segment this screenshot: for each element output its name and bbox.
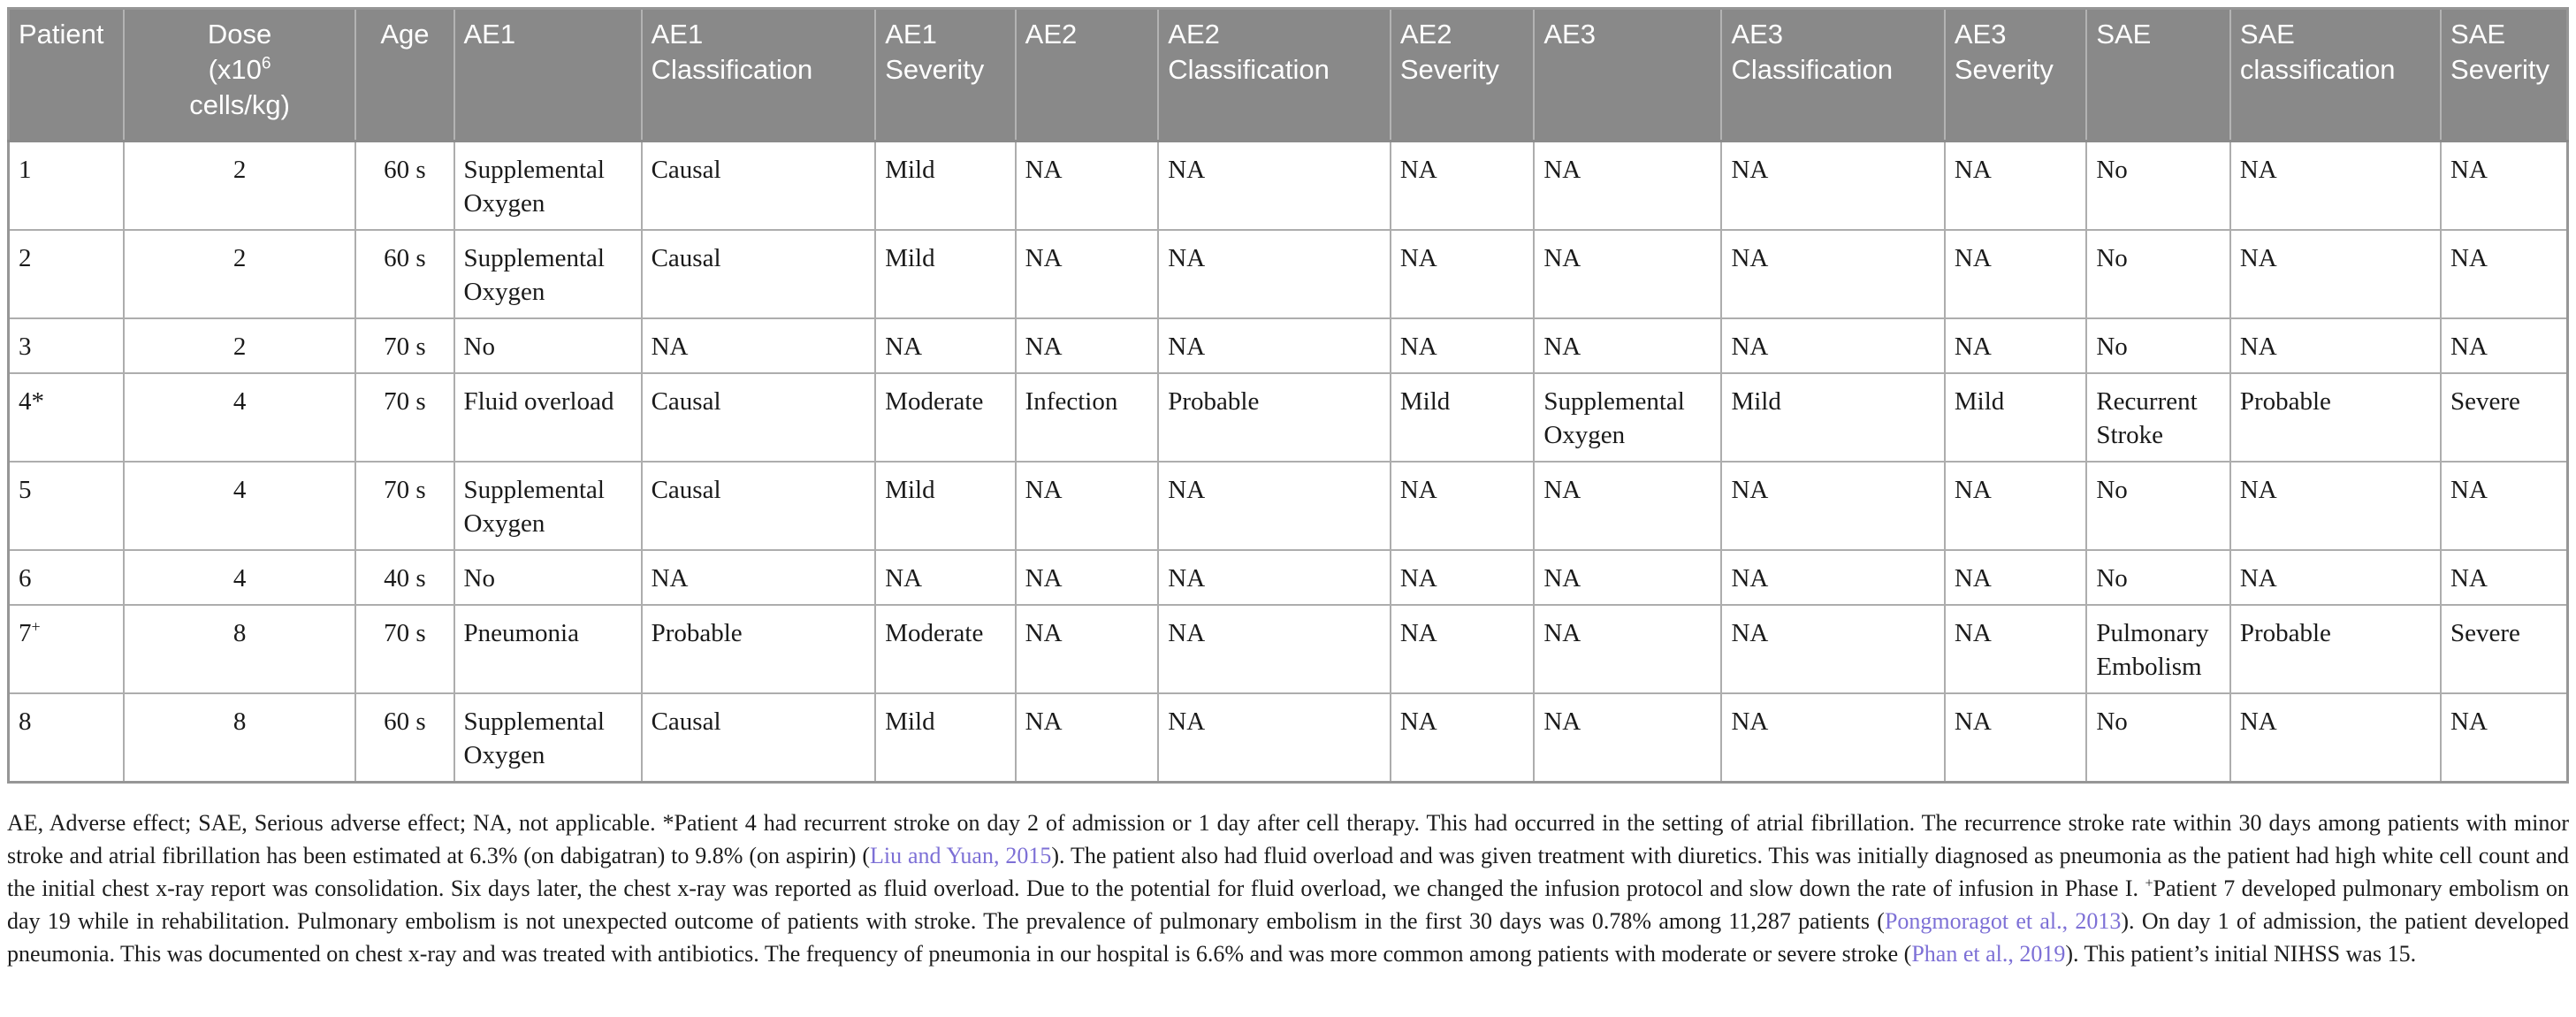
cell-age: 70 s: [355, 318, 453, 373]
cell-ae3-severity: NA: [1945, 318, 2086, 373]
footnote-text: ). The patient also had fluid overload and was given treatment with diuretics. This was initially diagnosed as pneumonia as the patient had high white cell count and the initial chest x-ray report was consolidation. Six days later, the chest x-ray was reported as fluid overload. Due to the potential for fluid overload, we changed the infusion protocol and slow down the rate of infusion in Phase I.: [7, 843, 2569, 901]
cell-age: 60 s: [355, 230, 453, 318]
table-body: [9, 141, 2568, 783]
cell-ae3: NA: [1534, 141, 1721, 231]
cell-ae1: Supplemental Oxygen: [454, 693, 642, 783]
cell-ae2-severity: NA: [1391, 318, 1534, 373]
cell-sae: Pulmonary Embolism: [2086, 605, 2229, 693]
table-row: [9, 605, 2568, 693]
table-row: [9, 373, 2568, 462]
cell-ae2-classification: NA: [1158, 605, 1391, 693]
cell-ae3-classification: NA: [1721, 693, 1944, 783]
cell-ae1: Supplemental Oxygen: [454, 141, 642, 231]
cell-ae1-severity: NA: [875, 318, 1015, 373]
column-header-patient: Patient: [9, 9, 124, 141]
cell-ae3-classification: NA: [1721, 230, 1944, 318]
cell-sae: Recurrent Stroke: [2086, 373, 2229, 462]
cell-ae2-classification: NA: [1158, 230, 1391, 318]
cell-ae3-severity: NA: [1945, 605, 2086, 693]
footnote-text: AE, Adverse effect; SAE, Serious adverse effect; NA, not applicable. *Patient 4 had recurrent stroke on day 2 of admission or 1 day after cell therapy. This had occurred in the setting of atrial fibrillation. The recurrence stroke rate within 30 days among patients with minor stroke and atrial fibrillation has been estimated at 6.3% (on dabigatran) to 9.8% (on aspirin) (: [7, 810, 2569, 868]
cell-patient: 5: [9, 462, 124, 550]
cell-ae2: NA: [1016, 693, 1159, 783]
cell-sae: No: [2086, 462, 2229, 550]
cell-patient: 3: [9, 318, 124, 373]
cell-ae1-severity: NA: [875, 550, 1015, 605]
table-row: [9, 462, 2568, 550]
cell-ae1: Supplemental Oxygen: [454, 230, 642, 318]
cell-sae-classification: NA: [2230, 141, 2441, 231]
cell-ae1-severity: Mild: [875, 141, 1015, 231]
cell-ae3-severity: Mild: [1945, 373, 2086, 462]
superscript-marker: +: [31, 617, 41, 636]
footnote-text: ). This patient’s initial NIHSS was 15.: [2065, 941, 2417, 967]
cell-ae2-classification: NA: [1158, 462, 1391, 550]
cell-ae2-severity: NA: [1391, 141, 1534, 231]
cell-sae: No: [2086, 550, 2229, 605]
cell-age: 60 s: [355, 141, 453, 231]
column-header-dose: Dose ($x10^6$ cells/kg): [124, 9, 356, 141]
cell-dose: 4: [124, 462, 356, 550]
column-header-ae2: AE2: [1016, 9, 1159, 141]
cell-ae2: NA: [1016, 462, 1159, 550]
table-header-row: [9, 9, 2568, 141]
cell-ae2-severity: NA: [1391, 462, 1534, 550]
column-header-ae3-severity: AE3 Severity: [1945, 9, 2086, 141]
cell-ae1-classification: NA: [642, 318, 876, 373]
table-row: [9, 318, 2568, 373]
cell-ae3-classification: NA: [1721, 462, 1944, 550]
cell-sae-severity: Severe: [2441, 605, 2567, 693]
column-header-ae3-classification: AE3 Classification: [1721, 9, 1944, 141]
cell-sae-severity: Severe: [2441, 373, 2567, 462]
column-header-ae2-severity: AE2 Severity: [1391, 9, 1534, 141]
cell-ae2-classification: NA: [1158, 318, 1391, 373]
cell-ae3: NA: [1534, 693, 1721, 783]
cell-ae1: Fluid overload: [454, 373, 642, 462]
cell-ae3: Supplemental Oxygen: [1534, 373, 1721, 462]
cell-sae-severity: NA: [2441, 693, 2567, 783]
cell-ae3-classification: NA: [1721, 318, 1944, 373]
cell-patient: 7+: [9, 605, 124, 693]
cell-sae-severity: NA: [2441, 230, 2567, 318]
cell-age: 70 s: [355, 462, 453, 550]
table-row: [9, 693, 2568, 783]
cell-dose: 2: [124, 318, 356, 373]
column-header-age: Age: [355, 9, 453, 141]
cell-ae2-classification: NA: [1158, 550, 1391, 605]
cell-dose: 8: [124, 605, 356, 693]
cell-ae2: NA: [1016, 605, 1159, 693]
citation-link[interactable]: Phan et al., 2019: [1911, 941, 2066, 967]
cell-ae3-severity: NA: [1945, 550, 2086, 605]
superscript-marker: 6: [261, 54, 271, 73]
cell-ae2: NA: [1016, 318, 1159, 373]
cell-ae3: NA: [1534, 550, 1721, 605]
cell-age: 70 s: [355, 605, 453, 693]
cell-dose: 8: [124, 693, 356, 783]
cell-ae2-classification: NA: [1158, 693, 1391, 783]
column-header-sae-severity: SAE Severity: [2441, 9, 2567, 141]
cell-sae-classification: NA: [2230, 318, 2441, 373]
cell-ae2-severity: NA: [1391, 605, 1534, 693]
cell-sae-classification: NA: [2230, 693, 2441, 783]
cell-age: 70 s: [355, 373, 453, 462]
cell-ae1-classification: NA: [642, 550, 876, 605]
citation-link[interactable]: Liu and Yuan, 2015: [869, 843, 1052, 868]
cell-dose: 4: [124, 550, 356, 605]
cell-ae3: NA: [1534, 605, 1721, 693]
cell-sae: No: [2086, 141, 2229, 231]
cell-sae-classification: NA: [2230, 462, 2441, 550]
footnote-superscript: +: [2145, 876, 2153, 891]
cell-ae2: Infection: [1016, 373, 1159, 462]
cell-ae3-severity: NA: [1945, 462, 2086, 550]
cell-ae1-severity: Mild: [875, 693, 1015, 783]
cell-age: 40 s: [355, 550, 453, 605]
table-row: [9, 550, 2568, 605]
cell-ae2: NA: [1016, 550, 1159, 605]
cell-ae3-severity: NA: [1945, 693, 2086, 783]
cell-ae1: Supplemental Oxygen: [454, 462, 642, 550]
cell-sae: No: [2086, 230, 2229, 318]
cell-ae2: NA: [1016, 230, 1159, 318]
cell-ae3-classification: NA: [1721, 141, 1944, 231]
cell-ae1: Pneumonia: [454, 605, 642, 693]
cell-ae1-classification: Causal: [642, 693, 876, 783]
cell-patient: 4*: [9, 373, 124, 462]
cell-ae1-classification: Causal: [642, 230, 876, 318]
cell-ae2-severity: NA: [1391, 693, 1534, 783]
cell-ae2-severity: NA: [1391, 550, 1534, 605]
cell-ae3: NA: [1534, 230, 1721, 318]
cell-sae: No: [2086, 318, 2229, 373]
adverse-events-table: [7, 7, 2569, 784]
cell-age: 60 s: [355, 693, 453, 783]
cell-ae1: No: [454, 318, 642, 373]
cell-sae-severity: NA: [2441, 318, 2567, 373]
column-header-ae1-severity: AE1 Severity: [875, 9, 1015, 141]
table-header: [9, 9, 2568, 141]
cell-ae1-severity: Mild: [875, 462, 1015, 550]
cell-sae-classification: NA: [2230, 550, 2441, 605]
cell-dose: 2: [124, 141, 356, 231]
cell-patient: 2: [9, 230, 124, 318]
cell-ae1-classification: Causal: [642, 141, 876, 231]
cell-sae-classification: Probable: [2230, 605, 2441, 693]
cell-ae1-classification: Probable: [642, 605, 876, 693]
cell-ae1-classification: Causal: [642, 462, 876, 550]
cell-ae2: NA: [1016, 141, 1159, 231]
cell-ae1-severity: Mild: [875, 230, 1015, 318]
table-footnote: [7, 807, 2569, 970]
cell-sae-severity: NA: [2441, 462, 2567, 550]
citation-link[interactable]: Pongmoragot et al., 2013: [1884, 908, 2122, 934]
cell-sae-classification: Probable: [2230, 373, 2441, 462]
cell-patient: 6: [9, 550, 124, 605]
cell-sae-classification: NA: [2230, 230, 2441, 318]
cell-ae3-classification: Mild: [1721, 373, 1944, 462]
table-row: [9, 141, 2568, 231]
cell-ae2-severity: Mild: [1391, 373, 1534, 462]
cell-ae3: NA: [1534, 462, 1721, 550]
column-header-ae1: AE1: [454, 9, 642, 141]
cell-ae3-severity: NA: [1945, 230, 2086, 318]
cell-ae1-classification: Causal: [642, 373, 876, 462]
column-header-ae1-classification: AE1 Classification: [642, 9, 876, 141]
cell-patient: 8: [9, 693, 124, 783]
cell-ae1-severity: Moderate: [875, 605, 1015, 693]
cell-ae2-classification: NA: [1158, 141, 1391, 231]
cell-ae2-severity: NA: [1391, 230, 1534, 318]
footnote-text: Patient 7 developed pulmonary embolism on day 19 while in rehabilitation. Pulmonary embolism is not unexpected outcome of patients with stroke. The prevalence of pulmonary embolism in the first 30 days was 0.78% among 11,287 patients (: [7, 876, 2569, 934]
column-header-ae2-classification: AE2 Classification: [1158, 9, 1391, 141]
cell-ae3-severity: NA: [1945, 141, 2086, 231]
cell-sae: No: [2086, 693, 2229, 783]
cell-patient: 1: [9, 141, 124, 231]
column-header-sae-classification: SAE classification: [2230, 9, 2441, 141]
cell-ae3: NA: [1534, 318, 1721, 373]
cell-ae2-classification: Probable: [1158, 373, 1391, 462]
cell-dose: 2: [124, 230, 356, 318]
cell-dose: 4: [124, 373, 356, 462]
cell-sae-severity: NA: [2441, 550, 2567, 605]
cell-ae1-severity: Moderate: [875, 373, 1015, 462]
column-header-sae: SAE: [2086, 9, 2229, 141]
table-row: [9, 230, 2568, 318]
footnote-text: ). On day 1 of admission, the patient developed pneumonia. This was documented on chest x-ray and was treated with antibiotics. The frequency of pneumonia in our hospital is 6.6% and was more common among patients with moderate or severe stroke (: [7, 908, 2569, 967]
cell-sae-severity: NA: [2441, 141, 2567, 231]
cell-ae3-classification: NA: [1721, 550, 1944, 605]
cell-ae1: No: [454, 550, 642, 605]
column-header-ae3: AE3: [1534, 9, 1721, 141]
cell-ae3-classification: NA: [1721, 605, 1944, 693]
